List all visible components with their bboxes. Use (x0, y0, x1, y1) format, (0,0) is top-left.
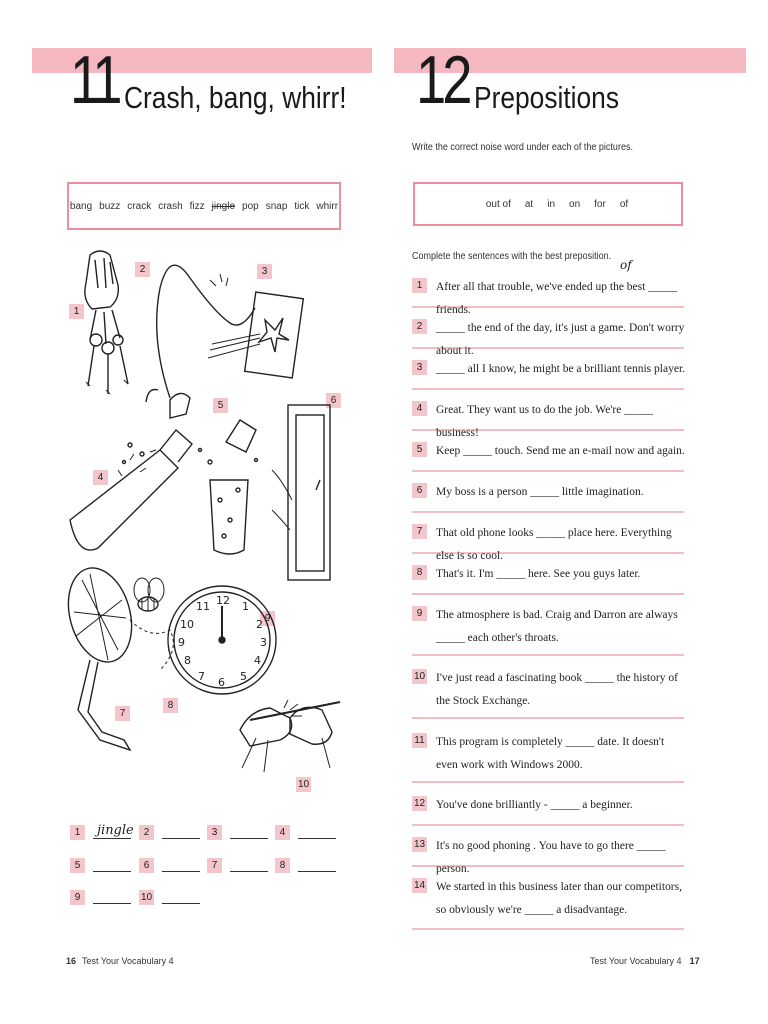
answer-blank[interactable] (93, 859, 131, 872)
clock-numeral-2: 2 (256, 618, 263, 631)
picture-number-4: 4 (93, 470, 108, 485)
page-number: 17 (689, 956, 700, 966)
answer-number: 5 (70, 858, 85, 873)
picture-number-2: 2 (135, 262, 150, 277)
sentence-13 (412, 835, 684, 875)
picture-number-10: 10 (297, 779, 310, 790)
fizzing-glass-icon (199, 420, 258, 554)
page-17 (384, 0, 768, 1024)
answer-7 (207, 858, 268, 873)
word-snap: snap (265, 200, 288, 212)
hand-keys-icon (85, 251, 128, 394)
picture-number-6: 6 (326, 393, 341, 408)
sentence-number: 11 (412, 733, 427, 748)
clock-numeral-12: 12 (216, 594, 230, 607)
word-buzz: buzz (99, 200, 121, 212)
noise-word-box (67, 182, 341, 230)
answer-blank[interactable] (230, 859, 268, 872)
unit-number: 11 (70, 42, 119, 118)
answer-number: 10 (140, 892, 153, 903)
answer-number: 1 (70, 825, 85, 840)
answer-blank[interactable] (93, 823, 134, 839)
snapping-stick-icon (240, 700, 340, 772)
answer-number: 3 (207, 825, 222, 840)
sentence-5 (412, 440, 684, 472)
clock-numeral-8: 8 (184, 654, 191, 667)
sentence-text[interactable]: Keep _____ touch. Send me an e-mail now and again. (436, 445, 685, 457)
page-number: 16 (66, 956, 77, 966)
noise-illustrations (60, 240, 360, 800)
sentence-number: 4 (412, 401, 427, 416)
picture-number-3: 3 (257, 264, 272, 279)
sentence-number: 3 (412, 360, 427, 375)
clock-numeral-5: 5 (240, 670, 247, 683)
slamming-door-icon (272, 405, 330, 580)
sentence-number: 6 (412, 483, 427, 498)
unit-title: Prepositions (474, 80, 620, 115)
sentence-12 (412, 794, 684, 826)
word-pop: pop (242, 200, 259, 212)
sentence-number: 2 (412, 319, 427, 334)
word-tick: tick (294, 200, 310, 212)
word-crack: crack (127, 200, 152, 212)
sentence-10 (412, 667, 684, 719)
sentence-6 (412, 481, 684, 513)
instruction-sentences: Complete the sentences with the best preposition. (412, 251, 612, 262)
sentence-1 (412, 276, 684, 316)
answer-4 (275, 825, 336, 840)
picture-number-5: 5 (213, 398, 228, 413)
answer-5 (70, 858, 131, 873)
sentence-text[interactable]: Great. They want us to do the job. We're _____ business! (436, 404, 653, 439)
sentence-14 (412, 876, 684, 930)
clock-numeral-1: 1 (242, 600, 249, 613)
page-footer (66, 956, 174, 966)
answer-6 (139, 858, 200, 873)
page-footer (590, 956, 700, 966)
sentence-number: 14 (413, 880, 426, 891)
answer-1 (70, 823, 134, 840)
sentence-text[interactable]: It's no good phoning . You have to go there _____ person. (436, 840, 666, 875)
answer-blank[interactable] (298, 826, 336, 839)
clock-numeral-9: 9 (178, 636, 185, 649)
answer-blank[interactable] (162, 891, 200, 904)
word-crash: crash (158, 200, 183, 212)
sentence-text[interactable]: This program is completely _____ date. It doesn't even work with Windows 2000. (436, 736, 665, 771)
answer-blank[interactable] (230, 826, 268, 839)
instruction-top: Write the correct noise word under each of the pictures. (412, 142, 633, 153)
clock-numeral-4: 4 (254, 654, 261, 667)
word-bang: bang (69, 200, 93, 212)
sentence-text[interactable]: I've just read a fascinating book _____ the history of the Stock Exchange. (436, 672, 678, 707)
sentence-4 (412, 399, 684, 439)
preposition-word-box (413, 182, 683, 226)
word-fizz: fizz (189, 200, 205, 212)
sentence-number: 13 (413, 839, 426, 850)
answer-blank[interactable] (93, 891, 131, 904)
champagne-bottle-icon (70, 430, 192, 550)
sentence-number: 1 (412, 278, 427, 293)
book-title: Test Your Vocabulary 4 (82, 956, 174, 966)
broken-window-icon (208, 274, 303, 378)
answer-3 (207, 825, 268, 840)
clock-numeral-7: 7 (198, 670, 205, 683)
sentence-text[interactable]: You've done brilliantly - _____ a beginner. (436, 799, 633, 811)
answer-number: 9 (70, 890, 85, 905)
word-out-of: out of (485, 198, 511, 210)
picture-number-8: 8 (163, 698, 178, 713)
word-on: on (569, 198, 581, 210)
word-at: at (524, 198, 534, 210)
sentence-7 (412, 522, 684, 562)
sentence-number: 9 (412, 606, 427, 621)
sentence-text[interactable]: _____ all I know, he might be a brilliant tennis player. (436, 363, 686, 375)
answer-number: 4 (275, 825, 290, 840)
sentence-number: 8 (412, 565, 427, 580)
sentence-text[interactable]: We started in this business later than our competitors, so obviously we're _____ a disadvantage. (436, 881, 682, 916)
word-for: for (594, 198, 606, 210)
answer-2 (139, 825, 200, 840)
picture-number-9: 9 (260, 611, 275, 626)
answer-10 (139, 890, 200, 905)
word-jingle-struck: jingle (211, 200, 236, 212)
sentence-9 (412, 604, 684, 656)
answer-8 (275, 858, 336, 873)
picture-number-7: 7 (115, 706, 130, 721)
answer-blank[interactable] (162, 826, 200, 839)
sentence-number: 7 (412, 524, 427, 539)
sentence-text[interactable]: That old phone looks _____ place here. Everything else is so cool. (436, 527, 672, 562)
unit-number: 12 (416, 42, 469, 118)
answer-number: 6 (139, 858, 154, 873)
sentence-text[interactable]: The atmosphere is bad. Craig and Darron are always _____ each other's throats. (436, 609, 678, 644)
unit-title: Crash, bang, whirr! (124, 80, 347, 115)
whip-icon (146, 265, 255, 418)
word-of: of (619, 198, 629, 210)
sentence-8 (412, 563, 684, 595)
clock-icon (168, 586, 276, 694)
answer-blank[interactable] (298, 859, 336, 872)
answer-number: 8 (275, 858, 290, 873)
bee-icon (130, 578, 173, 670)
answer-number: 2 (139, 825, 154, 840)
answer-number: 7 (207, 858, 222, 873)
sentence-text[interactable]: After all that trouble, we've ended up the best _____ friends. (436, 281, 677, 316)
word-whirr: whirr (316, 200, 339, 212)
sentence-2 (412, 317, 685, 357)
clock-numeral-11: 11 (196, 600, 210, 613)
sentence-3 (412, 358, 684, 390)
clock-numeral-10: 10 (180, 618, 194, 631)
handwritten-answer: jingle (97, 823, 134, 838)
clock-numeral-3: 3 (260, 636, 267, 649)
answer-blank[interactable] (162, 859, 200, 872)
book-title: Test Your Vocabulary 4 (590, 956, 682, 966)
sentence-number: 12 (413, 798, 426, 809)
sentence-text[interactable]: My boss is a person _____ little imagination. (436, 486, 644, 498)
handwritten-note: of (620, 258, 632, 272)
answer-9 (70, 890, 131, 905)
picture-number-1: 1 (69, 304, 84, 319)
clock-numeral-6: 6 (218, 676, 225, 689)
word-in: in (547, 198, 556, 210)
sentence-text[interactable]: _____ the end of the day, it's just a game. Don't worry about it. (436, 322, 685, 357)
sentence-text[interactable]: That's it. I'm _____ here. See you guys later. (436, 568, 641, 580)
sentence-number: 5 (412, 442, 427, 457)
electric-fan-icon (60, 561, 141, 750)
sentence-number: 10 (413, 671, 426, 682)
sentence-11 (412, 731, 684, 783)
